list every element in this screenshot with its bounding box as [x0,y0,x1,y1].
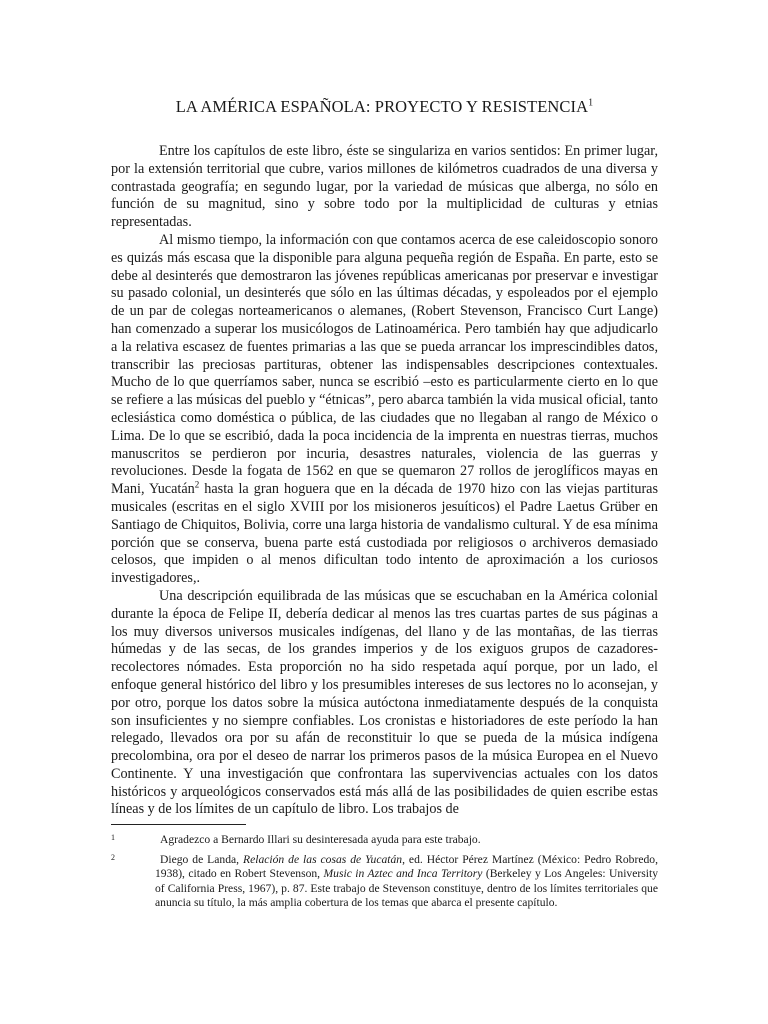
footnote-2-book-title-1: Relación de las cosas de Yucatán [243,852,403,866]
paragraph-2-text-a: Al mismo tiempo, la información con que contamos acerca de ese caleidoscopio sonoro es quizás más escasa que la disponible para alguna pequeña región de España. En parte, esto se debe al desinterés que demostraron las jóvenes repúblicas americanas por preservar e investigar su pasado colonial, un desinterés que sólo en las últimas décadas, y espoleados por el ejemplo de un par de colegas norteamericanos o alemanes, (Robert Stevenson, Francisco Curt Lange) han comenzado a superar los musicólogos de Latinoamérica. Pero también hay que adjudicarlo a la relativa escasez de fuentes primarias a las que se pueda arrancar los imprescindibles datos, transcribir las preciosas partituras, obtener las indispensables descripciones contextuales. Mucho de lo que querríamos saber, nunca se escribió –esto es particularmente cierto en lo que se refiere a las músicas del pueblo y “étnicas”, pero abarca también la vida musical oficial, tanto eclesiástica como doméstica o pública, de las ciudades que no llegaban al rango de México o Lima. De lo que se escribió, dada la poca incidencia de la imprenta en nuestras tierras, muchos manuscritos se perdieron por incuria, desastres naturales, violencia de las guerras y revoluciones. Desde la fogata de 1562 en que se quemaron 27 rollos de jeroglíficos mayas en Mani, Yucatán [111,231,658,498]
footnote-2-marker: 2 [111,852,115,862]
footnote-2-text [155,853,658,911]
footnote-2-part-1: Diego de Landa, [160,852,243,866]
footnote-1-text: Agradezco a Bernardo Illari su desinteresada ayuda para este trabajo. [160,833,481,847]
title-footnote-ref[interactable]: 1 [588,97,594,109]
title-text: LA AMÉRICA ESPAÑOLA: PROYECTO Y RESISTENCIA [175,97,589,116]
paragraph-2 [111,232,658,588]
body-text [111,143,658,819]
page-title [111,97,658,117]
footnote-ref-2[interactable]: 2 [194,479,200,490]
paragraph-1: Entre los capítulos de este libro, éste se singulariza en varios sentidos: En primer lugar, por la extensión territorial que cubre, varios millones de kilómetros cuadrados de una diversa y contrastada geografía; en segundo lugar, por la variedad de músicas que alberga, no sólo en función de su magnitud, sino y sobre todo por la multiplicidad de culturas y etnias representadas. [111,143,658,231]
footnote-2-part-3: (Berkeley y Los Angeles: University of California Press, 1967), p. 87. Este trabajo de Stevenson constituye, dentro de los límites territoriales que anuncia su título, la más amplia cobertura de los temas que abarca el presente capítulo. [155,867,658,909]
paragraph-3: Una descripción equilibrada de las músicas que se escuchaban en la América colonial durante la época de Felipe II, debería dedicar al menos las tres cuartas partes de sus páginas a los muy diversos universos musicales indígenas, del llano y de las montañas, de las tierras húmedas y de las secas, de los grandes imperios y de los exiguos grupos de cazadores-recolectores nómades. Esta proporción no ha sido respetada aquí porque, por un lado, el enfoque general histórico del libro y los presumibles intereses de sus lectores no lo aconsejan, y por otro, porque los datos sobre la música autóctona inmediatamente después de la conquista son insuficientes y no siempre confiables. Los cronistas e historiadores de este período la han relegado, llevados ora por su afán de reconstituir lo que se pueda de la música indígena precolombina, ora por el deseo de narrar los primeros pasos de la música Europea en el Nuevo Continente. Y una investigación que confrontara las supervivencias actuales con los datos históricos y arqueológicos conservados está más allá de las posibilidades de quien escribe estas líneas y de los límites de un capítulo de libro. Los trabajos de [111,587,658,818]
footnote-1 [111,833,658,847]
footnote-1-marker: 1 [111,833,115,843]
footnote-2-book-title-2: Music in Aztec and Inca Territory [323,867,483,881]
footnote-separator [111,824,246,825]
footnote-2-part-2: , ed. Héctor Pérez Martínez (México: Pedro Robredo, 1938), citado en Robert Stevenson, [155,852,658,881]
paragraph-2-text-b: hasta la gran hoguera que en la década de 1970 hizo con las viejas partituras musicales (escritas en el siglo XVIII por los misioneros jesuíticos) el Padre Laetus Grüber en Santiago de Chiquitos, Bolivia, corre una larga historia de vandalismo cultural. Y de esa mínima porción que se conserva, buena parte está custodiada por religiosos o archiveros demasiado celosos, que impiden o al menos dificultan todo intento de aproximación a los curiosos investigadores,. [111,481,658,587]
footnote-2 [111,853,658,911]
